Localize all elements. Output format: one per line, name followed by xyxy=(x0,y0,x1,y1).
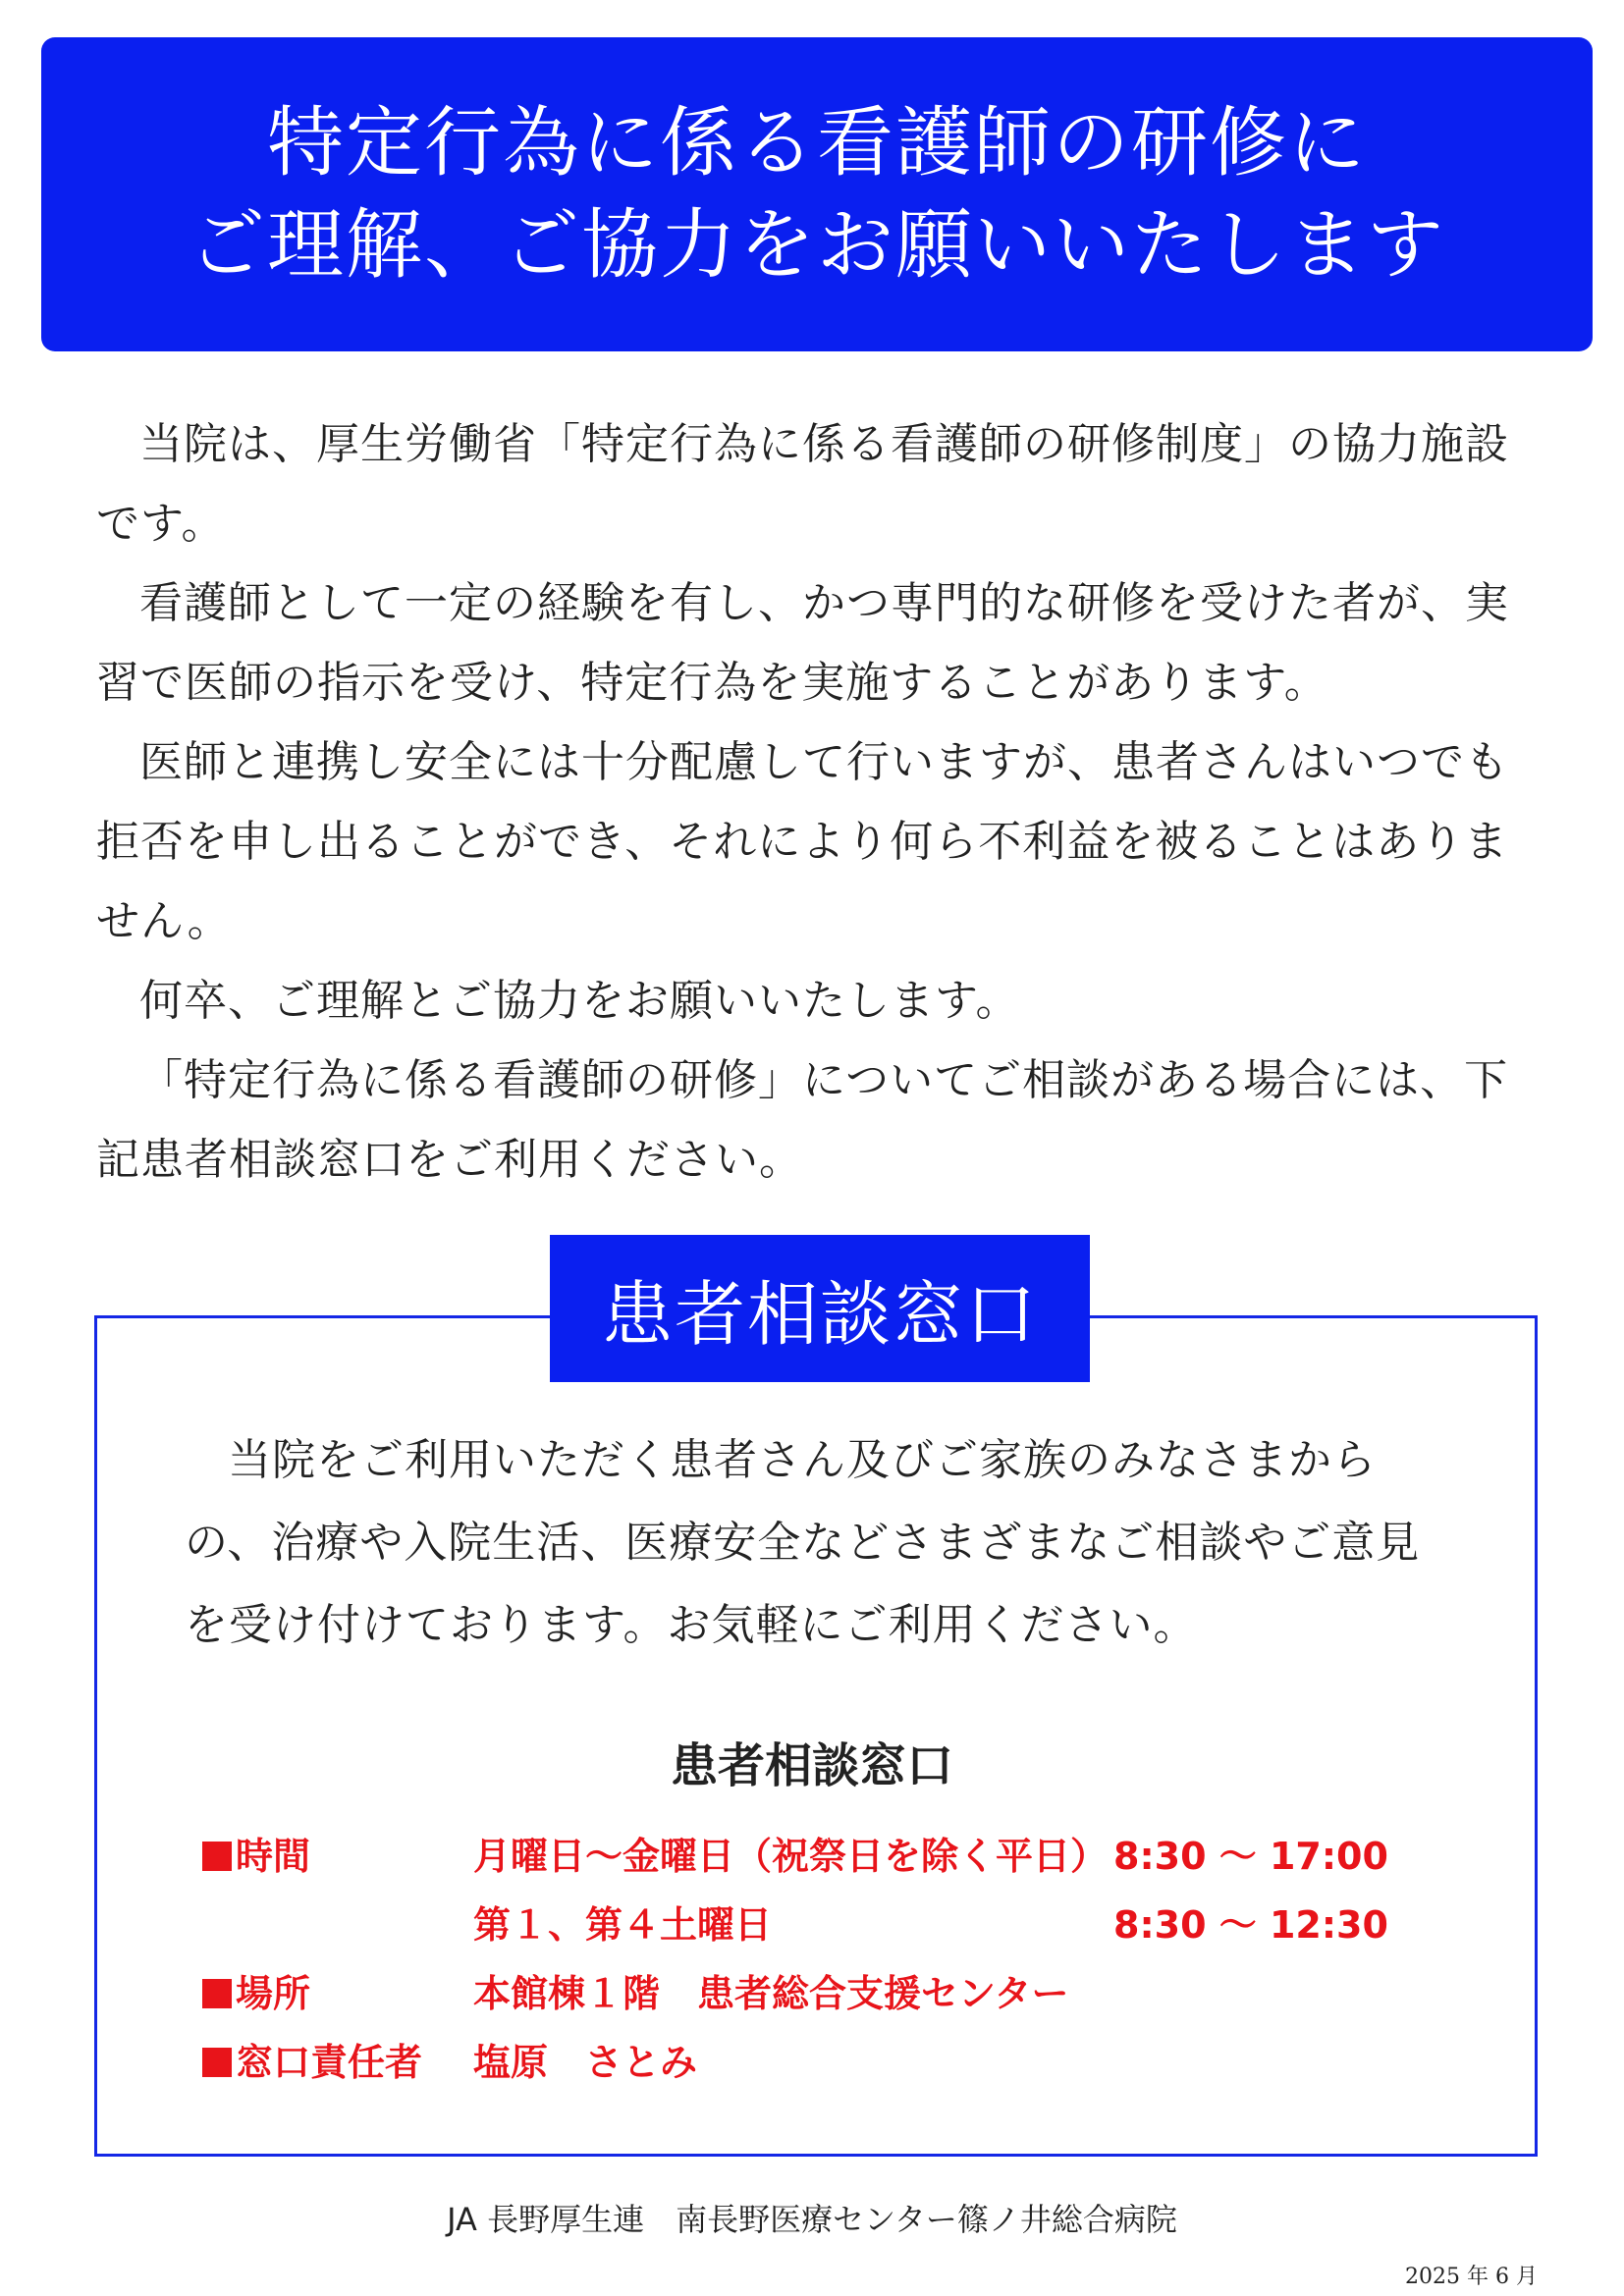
hours-saturday-time: 8:30 ～ 12:30 xyxy=(1113,1903,1388,1947)
title-line-2: ご理解、ご協力をお願いいたします xyxy=(188,201,1445,290)
manager-value: 塩原 さとみ xyxy=(473,2041,698,2084)
footer-organization: JA 長野厚生連 南長野医療センター篠ノ井総合病院 xyxy=(447,2201,1177,2238)
square-bullet-icon xyxy=(202,1842,232,1871)
body-paragraph-2: 看護師として一定の経験を有し、かつ専門的な研修を受けた者が、実習で医師の指示を受け、特定行為を実施することがあります。 xyxy=(96,578,1509,708)
consultation-description-text: 当院をご利用いただく患者さん及びご家族のみなさまからの、治療や入院生活、医療安全などさまざまなご相談やご意見を受け付けております。お気軽にご利用ください。 xyxy=(185,1435,1421,1650)
square-bullet-icon xyxy=(202,1979,232,2008)
body-paragraph-5: 「特定行為に係る看護師の研修」についてご相談がある場合には、下記患者相談窓口をご利用ください。 xyxy=(96,1055,1509,1185)
body-paragraph-1: 当院は、厚生労働省「特定行為に係る看護師の研修制度」の協力施設です。 xyxy=(96,419,1509,549)
info-row-location xyxy=(202,1963,1439,2032)
consultation-box-label: 患者相談窓口 xyxy=(550,1235,1090,1382)
info-row-hours xyxy=(202,1826,1439,1895)
title-banner xyxy=(41,37,1593,351)
body-paragraph-4: 何卒、ご理解とご協力をお願いいたします。 xyxy=(139,976,1020,1026)
hours-weekday: 月曜日～金曜日（祝祭日を除く平日） xyxy=(473,1835,1109,1878)
body-text xyxy=(96,404,1540,1200)
info-row-manager xyxy=(202,2032,1439,2101)
title-line-1: 特定行為に係る看護師の研修に xyxy=(266,99,1367,187)
square-bullet-icon xyxy=(202,2048,232,2077)
location-label xyxy=(202,1963,310,2017)
info-row-saturday xyxy=(202,1895,1439,1963)
location-label-text: 場所 xyxy=(236,1972,311,2015)
hours-weekday-time: 8:30 ～ 17:00 xyxy=(1113,1835,1388,1878)
info-table xyxy=(202,1826,1439,2101)
hours-saturday: 第１、第４土曜日 xyxy=(473,1903,773,1947)
hours-label xyxy=(202,1826,310,1880)
hours-label-text: 時間 xyxy=(236,1835,311,1878)
manager-label xyxy=(202,2032,422,2086)
info-title: 患者相談窓口 xyxy=(670,1738,953,1793)
consultation-description xyxy=(185,1419,1461,1667)
manager-label-text: 窓口責任者 xyxy=(236,2041,423,2084)
body-paragraph-3: 医師と連携し安全には十分配慮して行いますが、患者さんはいつでも拒否を申し出ることができ、それにより何ら不利益を被ることはありません。 xyxy=(96,737,1509,946)
location-value: 本館棟１階 患者総合支援センター xyxy=(473,1972,1069,2015)
footer-date: 2025 年 6 月 xyxy=(1405,2265,1538,2289)
